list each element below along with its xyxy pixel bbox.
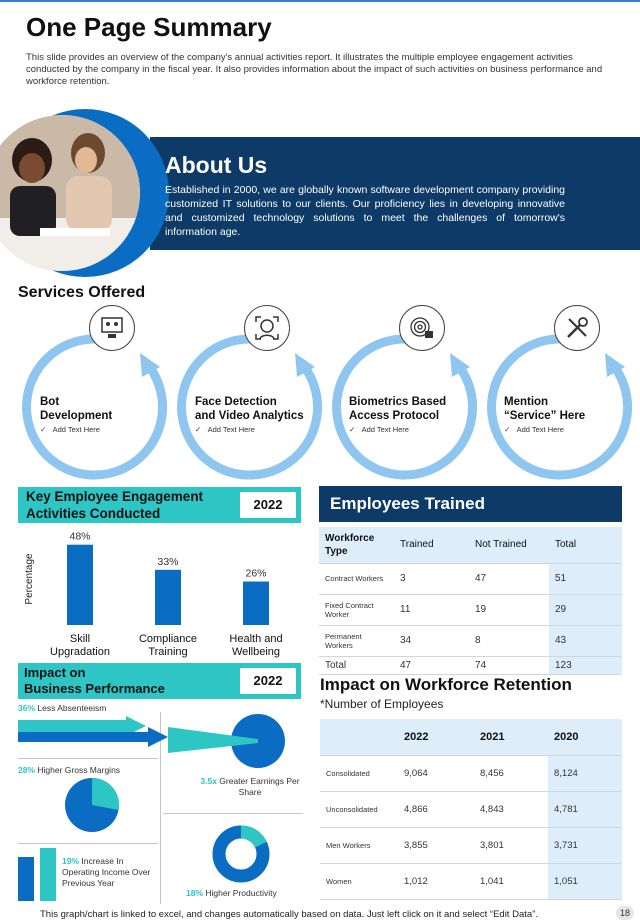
table-row bbox=[319, 625, 622, 656]
service-sub: Add Text Here bbox=[361, 425, 409, 434]
team-photo bbox=[0, 108, 170, 278]
income-bar-previous bbox=[18, 857, 34, 901]
table-cell: Unconsolidated bbox=[320, 791, 398, 827]
table-row bbox=[320, 863, 622, 899]
eps-chart bbox=[168, 713, 288, 769]
service-item-biometrics bbox=[349, 395, 469, 434]
page-subtitle: This slide provides an overview of the company's annual activities report. It illustrates the multiple employee engagement activities conducted by the company in the fiscal year. It also provides information about the impact of such activities on business performance and workforce retention. bbox=[26, 52, 603, 87]
column-header bbox=[320, 719, 398, 755]
table-cell: 43 bbox=[549, 625, 622, 656]
table-cell: Total bbox=[319, 656, 394, 674]
category-label: Compliance bbox=[138, 633, 198, 645]
productivity-pct: 18% bbox=[186, 888, 204, 898]
horizontal-divider bbox=[18, 758, 158, 759]
services-heading: Services Offered bbox=[18, 284, 146, 301]
absenteeism-pct: 36% bbox=[18, 703, 36, 713]
column-header: Total bbox=[549, 527, 622, 563]
table-header-row bbox=[320, 719, 622, 755]
productivity-label bbox=[186, 889, 277, 898]
bar bbox=[67, 545, 93, 625]
eps-label bbox=[190, 776, 310, 798]
trained-heading: Employees Trained bbox=[330, 494, 485, 513]
table-cell: 19 bbox=[469, 594, 549, 625]
table-row bbox=[320, 755, 622, 791]
top-accent-line bbox=[0, 0, 640, 2]
table-cell: 3,801 bbox=[474, 827, 548, 863]
tools-icon bbox=[554, 305, 600, 351]
table-cell: 3 bbox=[394, 563, 469, 594]
service-label-line1: Mention bbox=[504, 396, 549, 408]
check-icon: ✓ bbox=[195, 425, 202, 434]
absenteeism-label bbox=[18, 704, 106, 713]
retention-note: *Number of Employees bbox=[320, 697, 444, 711]
table-cell: 3,855 bbox=[398, 827, 474, 863]
table-cell: 8,124 bbox=[548, 755, 622, 791]
table-cell: Women bbox=[320, 863, 398, 899]
category-label: Skill bbox=[69, 633, 91, 645]
check-icon: ✓ bbox=[349, 425, 356, 434]
absenteeism-arrows bbox=[18, 716, 173, 752]
table-cell: 1,012 bbox=[398, 863, 474, 899]
robot-icon bbox=[89, 305, 135, 351]
table-cell: 123 bbox=[549, 656, 622, 674]
service-item-mention bbox=[504, 395, 614, 434]
check-icon: ✓ bbox=[40, 425, 47, 434]
table-row bbox=[320, 827, 622, 863]
operating-income-label bbox=[62, 856, 157, 889]
column-header: Not Trained bbox=[469, 527, 549, 563]
gross-margins-label bbox=[18, 766, 120, 775]
table-cell: Consolidated bbox=[320, 755, 398, 791]
service-label-line1: Biometrics Based bbox=[349, 396, 447, 408]
column-header: 2022 bbox=[398, 719, 474, 755]
service-item-bot bbox=[40, 395, 150, 434]
operating-income-pct: 19% bbox=[62, 856, 80, 866]
page-title: One Page Summary bbox=[26, 12, 272, 42]
fingerprint-lock-icon bbox=[399, 305, 445, 351]
retention-table bbox=[320, 719, 622, 900]
service-label-line1: Face Detection bbox=[195, 396, 277, 408]
table-cell: 29 bbox=[549, 594, 622, 625]
service-label-line2: and Video Analytics bbox=[195, 410, 304, 422]
bar bbox=[155, 570, 181, 625]
table-cell: 47 bbox=[394, 656, 469, 674]
table-cell: 51 bbox=[549, 563, 622, 594]
impact-year: 2022 bbox=[240, 668, 296, 694]
face-scan-icon bbox=[244, 305, 290, 351]
table-cell: Fixed Contract Worker bbox=[319, 594, 394, 625]
gross-margins-text: Higher Gross Margins bbox=[35, 765, 121, 775]
operating-income-text: Increase In Operating Income Over Previous Year bbox=[62, 856, 151, 888]
trained-table bbox=[319, 527, 622, 675]
retention-heading: Impact on Workforce Retention bbox=[320, 675, 572, 694]
table-row bbox=[320, 791, 622, 827]
service-label-line2: Development bbox=[40, 410, 113, 422]
productivity-donut bbox=[212, 825, 270, 883]
table-cell: 11 bbox=[394, 594, 469, 625]
impact-heading-line1: Impact on bbox=[24, 665, 86, 680]
category-label: Upgradation bbox=[50, 646, 110, 658]
service-sub: Add Text Here bbox=[516, 425, 564, 434]
table-cell: 1,041 bbox=[474, 863, 548, 899]
category-label: Wellbeing bbox=[231, 646, 281, 658]
engagement-year: 2022 bbox=[240, 492, 296, 518]
table-cell: 9,064 bbox=[398, 755, 474, 791]
bar bbox=[243, 582, 269, 625]
table-row bbox=[319, 563, 622, 594]
table-cell: 8,456 bbox=[474, 755, 548, 791]
about-text: Established in 2000, we are globally known software development company providing customized IT solutions to our clients. Our proficiency lies in developing innovative and customized technology solutions to meet the challenges of tomorrow's information age. bbox=[165, 184, 565, 238]
table-cell: 4,781 bbox=[548, 791, 622, 827]
column-header: 2020 bbox=[548, 719, 622, 755]
table-cell: 1,051 bbox=[548, 863, 622, 899]
productivity-text: Higher Productivity bbox=[203, 888, 277, 898]
about-title: About Us bbox=[165, 152, 268, 178]
services-row bbox=[10, 305, 640, 485]
table-cell: Permanent Workers bbox=[319, 625, 394, 656]
page-number: 18 bbox=[616, 906, 634, 920]
table-header-row bbox=[319, 527, 622, 563]
category-label: Training bbox=[148, 646, 188, 658]
check-icon: ✓ bbox=[504, 425, 511, 434]
table-cell: 74 bbox=[469, 656, 549, 674]
horizontal-divider bbox=[163, 813, 303, 814]
engagement-heading-line2: Activities Conducted bbox=[26, 506, 161, 521]
income-bar-current bbox=[40, 848, 56, 901]
engagement-heading-line1: Key Employee Engagement bbox=[26, 489, 204, 504]
data-label: 26% bbox=[245, 567, 267, 580]
absenteeism-text: Less Absenteeism bbox=[35, 703, 107, 713]
service-sub: Add Text Here bbox=[207, 425, 255, 434]
service-item-face bbox=[195, 395, 315, 434]
gross-margins-pie bbox=[64, 777, 120, 833]
engagement-bar-chart bbox=[18, 525, 303, 661]
eps-text: Greater Earnings Per Share bbox=[216, 776, 300, 797]
impact-heading-line2: Business Performance bbox=[24, 681, 165, 696]
table-cell: 4,866 bbox=[398, 791, 474, 827]
table-cell: Men Workers bbox=[320, 827, 398, 863]
table-cell: 8 bbox=[469, 625, 549, 656]
column-header: Workforce Type bbox=[319, 527, 394, 563]
gross-margins-pct: 28% bbox=[18, 765, 36, 775]
gross-margins-pie-slice bbox=[92, 778, 119, 810]
service-sub: Add Text Here bbox=[52, 425, 100, 434]
table-cell: 3,731 bbox=[548, 827, 622, 863]
table-cell: 4,843 bbox=[474, 791, 548, 827]
eps-pct: 3.5x bbox=[200, 776, 217, 786]
column-header: 2021 bbox=[474, 719, 548, 755]
service-label-line1: Bot bbox=[40, 396, 60, 408]
table-cell: 47 bbox=[469, 563, 549, 594]
data-label: 48% bbox=[69, 530, 91, 543]
footer-note: This graph/chart is linked to excel, and changes automatically based on data. Just left click on it and select “Edit Data”. bbox=[40, 909, 538, 920]
category-label: Health and bbox=[229, 633, 283, 645]
horizontal-divider bbox=[18, 843, 158, 844]
table-row bbox=[319, 594, 622, 625]
service-label-line2: Access Protocol bbox=[349, 410, 440, 422]
data-label: 33% bbox=[157, 555, 179, 568]
engagement-heading bbox=[26, 488, 203, 522]
table-cell: Contract Workers bbox=[319, 563, 394, 594]
table-cell: 34 bbox=[394, 625, 469, 656]
service-label-line2: “Service” Here bbox=[504, 410, 586, 422]
impact-heading bbox=[24, 665, 165, 697]
column-header: Trained bbox=[394, 527, 469, 563]
table-total-row bbox=[319, 656, 622, 674]
y-axis-label: Percentage bbox=[24, 553, 35, 605]
